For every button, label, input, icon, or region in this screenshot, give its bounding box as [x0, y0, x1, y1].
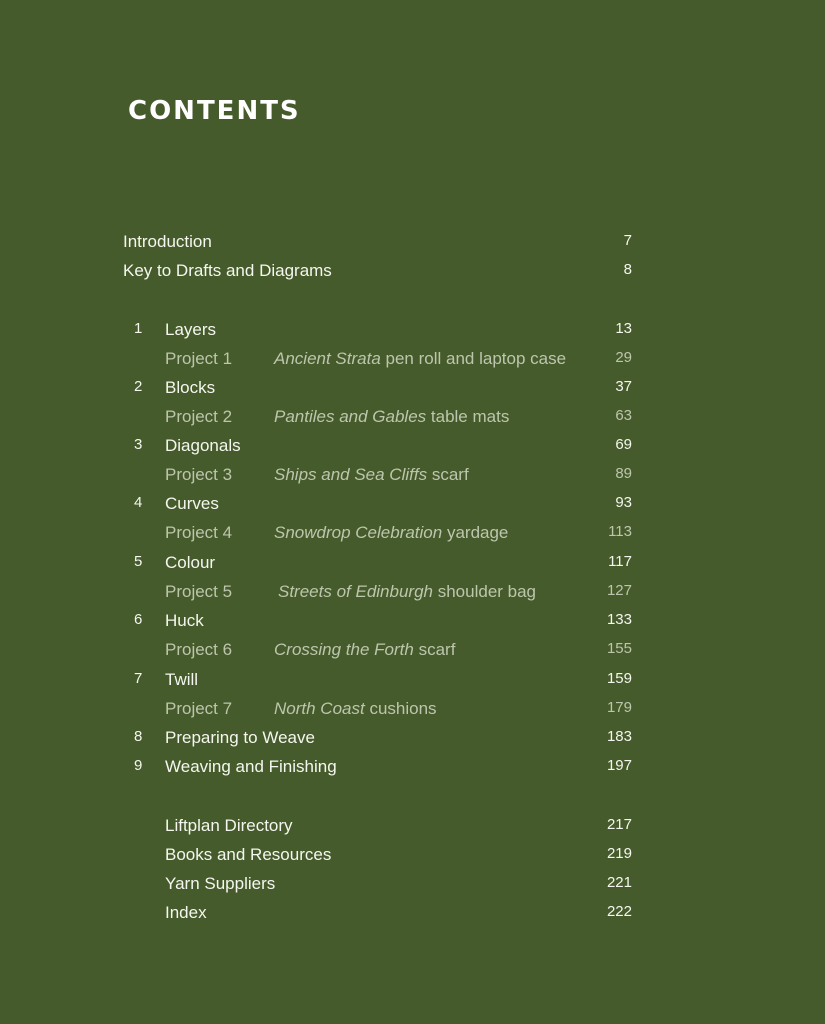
project-item: table mats	[430, 407, 510, 426]
toc-entry-label: Liftplan Directory	[165, 816, 293, 835]
toc-entry-books-and-resources[interactable]	[0, 845, 825, 874]
chapter-title: Layers	[165, 320, 217, 339]
project-description	[274, 640, 455, 660]
project-description	[274, 523, 508, 543]
project-item: scarf	[431, 465, 469, 484]
toc-page-number: 113	[608, 523, 632, 540]
project-name: Crossing the Forth	[274, 640, 414, 659]
toc-page-number: 127	[606, 582, 632, 599]
toc-chapter-8[interactable]	[0, 728, 825, 757]
chapter-title: Huck	[165, 611, 204, 630]
toc-entry-label: Yarn Suppliers	[165, 874, 276, 893]
toc-page-number: 117	[608, 553, 632, 570]
chapter-number: 5	[134, 553, 143, 570]
project-item: cushions	[369, 699, 437, 718]
toc-page-number: 8	[623, 261, 632, 278]
chapter-number: 4	[134, 494, 143, 511]
toc-page-number: 69	[615, 436, 632, 453]
toc-entry-introduction[interactable]	[0, 232, 825, 261]
toc-page-number: 221	[606, 874, 632, 891]
chapter-number: 2	[134, 378, 143, 395]
chapter-title: Preparing to Weave	[165, 728, 315, 747]
project-label: Project 6	[165, 640, 233, 659]
chapter-number: 3	[134, 436, 143, 453]
project-label: Project 3	[165, 465, 233, 484]
chapter-title: Blocks	[165, 378, 216, 397]
project-name: Pantiles and Gables	[274, 407, 427, 426]
chapter-title: Curves	[165, 494, 219, 513]
project-name: Snowdrop Celebration	[274, 523, 443, 542]
project-label: Project 2	[165, 407, 233, 426]
toc-project-7[interactable]	[0, 699, 825, 728]
project-name: Ancient Strata	[274, 349, 381, 368]
toc-page-number: 197	[606, 757, 632, 774]
toc-page-number: 37	[615, 378, 632, 395]
project-item: scarf	[418, 640, 456, 659]
project-item: shoulder bag	[437, 582, 537, 601]
toc-page-number: 217	[606, 816, 632, 833]
chapter-title: Weaving and Finishing	[165, 757, 337, 776]
toc-chapter-3[interactable]	[0, 436, 825, 465]
toc-page-number: 159	[606, 670, 632, 687]
toc-page-number: 29	[615, 349, 632, 366]
chapter-number: 6	[134, 611, 143, 628]
toc-page-number: 93	[615, 494, 632, 511]
toc-entry-label: Introduction	[123, 232, 212, 251]
toc-project-3[interactable]	[0, 465, 825, 494]
toc-page-number: 219	[606, 845, 632, 862]
project-description	[278, 582, 536, 602]
project-label: Project 5	[165, 582, 233, 601]
toc-project-1[interactable]	[0, 349, 825, 378]
project-label: Project 1	[165, 349, 233, 368]
project-label: Project 7	[165, 699, 233, 718]
toc-chapter-1[interactable]	[0, 320, 825, 349]
toc-page-number: 133	[606, 611, 632, 628]
toc-page-number: 183	[606, 728, 632, 745]
project-description	[274, 407, 509, 427]
toc-entry-label: Index	[165, 903, 207, 922]
toc-page-number: 13	[615, 320, 632, 337]
toc-chapter-9[interactable]	[0, 757, 825, 786]
project-name: Streets of Edinburgh	[278, 582, 433, 601]
chapter-number: 9	[134, 757, 143, 774]
chapter-number: 8	[134, 728, 143, 745]
chapter-number: 7	[134, 670, 143, 687]
project-name: Ships and Sea Cliffs	[274, 465, 428, 484]
chapter-number: 1	[134, 320, 143, 337]
page-title: CONTENTS	[128, 96, 301, 126]
toc-page-number: 222	[606, 903, 632, 920]
toc-chapter-2[interactable]	[0, 378, 825, 407]
toc-entry-label: Books and Resources	[165, 845, 332, 864]
toc-chapter-5[interactable]	[0, 553, 825, 582]
toc-project-6[interactable]	[0, 640, 825, 669]
toc-entry-label: Key to Drafts and Diagrams	[123, 261, 332, 280]
project-label: Project 4	[165, 523, 233, 542]
project-description	[274, 349, 566, 369]
toc-entry-index[interactable]	[0, 903, 825, 932]
toc-chapter-7[interactable]	[0, 670, 825, 699]
toc-page-number: 179	[606, 699, 632, 716]
project-name: North Coast	[274, 699, 365, 718]
toc-page-number: 63	[615, 407, 632, 424]
toc-entry-key-to-drafts[interactable]	[0, 261, 825, 290]
toc-page-number: 155	[606, 640, 632, 657]
project-item: yardage	[446, 523, 509, 542]
project-description	[274, 699, 437, 719]
toc-project-4[interactable]	[0, 523, 825, 552]
toc-page-number: 7	[623, 232, 632, 249]
project-item: pen roll and laptop case	[385, 349, 567, 368]
project-description	[274, 465, 469, 485]
chapter-title: Colour	[165, 553, 216, 572]
toc-chapter-4[interactable]	[0, 494, 825, 523]
toc-project-2[interactable]	[0, 407, 825, 436]
toc-entry-yarn-suppliers[interactable]	[0, 874, 825, 903]
toc-entry-liftplan-directory[interactable]	[0, 816, 825, 845]
chapter-title: Diagonals	[165, 436, 241, 455]
toc-page-number: 89	[615, 465, 632, 482]
toc-project-5[interactable]	[0, 582, 825, 611]
toc-chapter-6[interactable]	[0, 611, 825, 640]
chapter-title: Twill	[165, 670, 199, 689]
